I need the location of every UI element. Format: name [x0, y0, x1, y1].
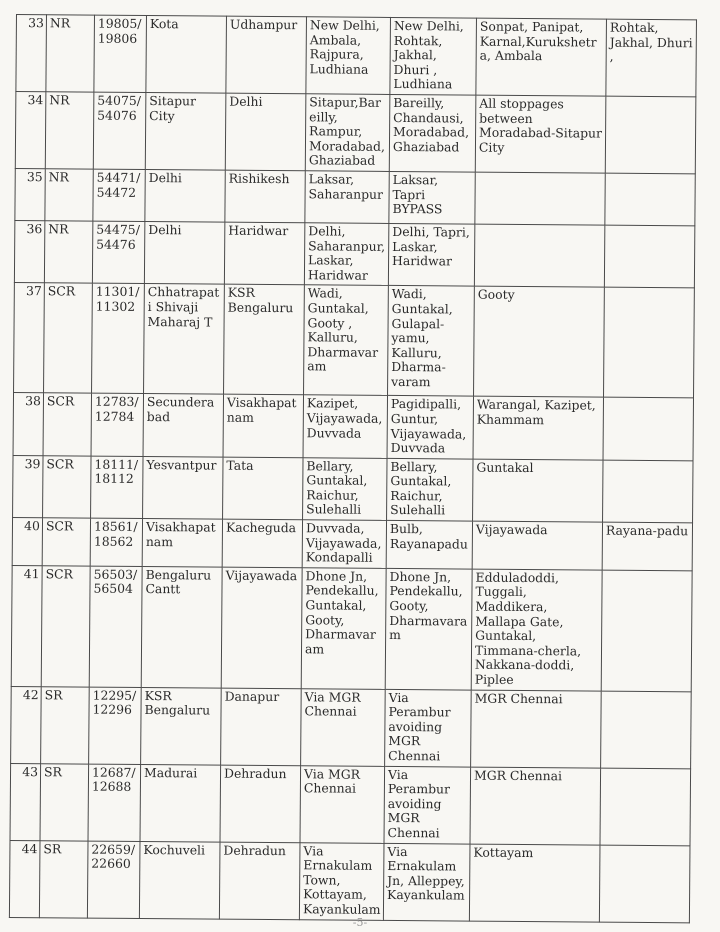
cell-rly: NR [46, 15, 95, 92]
cell-route-down: New Delhi, Rohtak, Jakhal, Dhuri , Ludhiana [390, 17, 477, 95]
cell-from: Sitapur City [145, 92, 226, 170]
cell-from: Kota [146, 16, 227, 94]
cell-halt1: MGR Chennai [470, 767, 601, 845]
cell-route-up: Via MGR Chennai [300, 765, 385, 843]
cell-halt2 [601, 691, 692, 769]
cell-rly: SCR [43, 455, 91, 518]
cell-sno: 33 [16, 15, 47, 92]
cell-train: 54475/ 54476 [92, 221, 144, 284]
cell-sno: 36 [14, 220, 44, 283]
cell-to: Dehradun [219, 842, 300, 920]
table-row [14, 283, 695, 398]
cell-sno: 40 [12, 518, 42, 566]
cell-halt2 [603, 397, 693, 460]
cell-to: Rishikesh [225, 170, 305, 223]
table-row [16, 15, 697, 97]
cell-sno: 39 [13, 455, 43, 518]
cell-sno: 43 [10, 763, 41, 840]
cell-train: 19805/ 19806 [94, 15, 147, 92]
cell-from: Chhatrapati Shivaji Maharaj T [144, 284, 225, 395]
cell-rly: SR [40, 763, 89, 840]
cell-from: Delhi [144, 221, 224, 284]
cell-sno: 38 [13, 393, 43, 456]
cell-sno: 34 [15, 91, 46, 168]
cell-route-down: Delhi, Tapri, Laskar, Haridwar [388, 223, 474, 286]
cell-train: 54471/ 54472 [93, 169, 145, 221]
cell-route-down: Via Perambur avoiding MGR Chennai [384, 766, 471, 844]
cell-sno: 35 [15, 168, 45, 220]
cell-halt1 [475, 172, 605, 225]
cell-to: Vijayawada [221, 567, 302, 688]
cell-rly: SCR [41, 566, 90, 687]
cell-to: Dehradun [220, 765, 301, 843]
table-row [15, 91, 696, 173]
cell-halt1: Vijayawada [472, 521, 602, 570]
cell-route-up: New Delhi, Ambala, Rajpura, Ludhiana [306, 17, 391, 95]
cell-rly: NR [44, 221, 92, 284]
cell-halt1: All stoppages between Moradabad-Sitapur City [475, 95, 606, 173]
cell-halt2 [604, 287, 695, 398]
table-row [10, 763, 691, 845]
cell-halt1: Warangal, Kazipet, Khammam [473, 396, 603, 459]
table-row [11, 686, 692, 768]
cell-route-down: Wadi, Guntakal, Gulapal-yamu, Kalluru, Dharma-varam [388, 286, 475, 397]
cell-sno: 44 [9, 840, 40, 917]
cell-route-up: Duvvada, Vijayawada, Kondapalli [302, 520, 386, 568]
cell-halt1: Guntakal [473, 459, 603, 522]
cell-halt2 [600, 768, 691, 846]
cell-halt1 [474, 224, 604, 287]
cell-sno: 42 [11, 686, 42, 763]
cell-rly: SCR [43, 393, 91, 456]
cell-rly: SR [41, 686, 90, 763]
cell-train: 12295/ 12296 [89, 687, 142, 764]
cell-train: 18111/ 18112 [91, 456, 143, 519]
cell-halt1: MGR Chennai [471, 690, 602, 768]
cell-rly: SR [39, 840, 88, 917]
cell-route-down: Dhone Jn, Pendekallu, Gooty, Dharmavaram [385, 568, 472, 689]
table-row [13, 455, 693, 523]
cell-halt2 [603, 460, 693, 523]
table-row [13, 393, 693, 461]
cell-train: 12687/ 12688 [88, 764, 141, 841]
cell-from: Madurai [140, 764, 221, 842]
cell-route-up: Wadi, Guntakal, Gooty , Kalluru, Dharmavaram [304, 285, 389, 396]
cell-from: Kochuveli [139, 841, 220, 919]
cell-rly: NR [45, 92, 94, 169]
page-number: -5- [352, 916, 368, 929]
cell-from: Bengaluru Cantt [141, 566, 222, 687]
cell-to: Delhi [225, 93, 306, 171]
table-row [12, 518, 692, 571]
cell-to: Haridwar [224, 222, 304, 285]
table-row [11, 565, 692, 691]
cell-to: Danapur [221, 688, 302, 766]
cell-from: Secunderabad [143, 394, 223, 457]
cell-route-up: Kazipet, Vijayawada, Duvvada [303, 395, 387, 458]
cell-halt2 [605, 96, 696, 174]
cell-halt2 [604, 225, 694, 288]
cell-route-down: Bareilly, Chandausi, Moradabad, Ghaziabad [389, 94, 476, 172]
cell-route-up: Delhi, Saharanpur, Laskar, Haridwar [304, 223, 388, 286]
cell-route-down: Bulb, Rayanapadu [386, 520, 472, 568]
cell-sno: 37 [14, 283, 45, 393]
cell-halt2 [599, 845, 690, 923]
table-row [15, 168, 695, 225]
table-row [9, 840, 690, 922]
cell-halt1: Gooty [474, 286, 605, 397]
cell-rly: NR [45, 169, 93, 221]
cell-route-up: Sitapur,Bareilly, Rampur, Moradabad, Ghaziabad [305, 94, 390, 172]
cell-route-up: Via Ernakulam Town, Kottayam, Kayankulam [299, 842, 384, 920]
cell-train: 22659/ 22660 [87, 841, 140, 918]
cell-to: Visakhapatnam [223, 394, 303, 457]
cell-halt2 [601, 570, 692, 691]
cell-route-up: Dhone Jn, Pendekallu, Guntakal, Gooty, Dharmavaram [301, 568, 386, 689]
cell-halt2 [605, 173, 695, 226]
cell-from: KSR Bengaluru [141, 687, 222, 765]
cell-from: Delhi [145, 169, 225, 222]
cell-from: Yesvantpur [143, 456, 223, 519]
cell-train: 54075/ 54076 [93, 92, 146, 169]
cell-route-up: Laksar, Saharanpur [305, 171, 389, 224]
cell-route-up: Via MGR Chennai [301, 688, 386, 766]
cell-halt2: Rohtak, Jakhal, Dhuri , [606, 19, 697, 97]
train-route-table [9, 14, 697, 923]
cell-train: 12783/ 12784 [91, 393, 143, 456]
cell-train: 11301/ 11302 [92, 283, 145, 393]
cell-route-down: Laksar, Tapri BYPASS [389, 171, 475, 224]
cell-halt1: Edduladoddi, Tuggali, Maddikera, Mallapa Gate, Guntakal, Timmana-cherla, Nakkana-doddi, Piplee [471, 569, 602, 691]
cell-train: 18561/ 18562 [90, 518, 142, 566]
cell-train: 56503/ 56504 [89, 566, 142, 687]
cell-to: Udhampur [226, 16, 307, 94]
cell-rly: SCR [42, 518, 90, 566]
cell-to: Tata [223, 457, 303, 520]
cell-route-down: Pagidipalli, Guntur, Vijayawada, Duvvada [387, 396, 473, 459]
cell-route-up: Bellary, Guntakal, Raichur, Sulehalli [303, 457, 387, 520]
cell-to: KSR Bengaluru [224, 284, 305, 395]
cell-to: Kacheguda [222, 519, 302, 567]
cell-from: Visakhapatnam [142, 519, 222, 567]
table-row [14, 220, 694, 288]
cell-halt1: Kottayam [469, 844, 600, 922]
cell-halt1: Sonpat, Panipat, Karnal,Kurukshetra, Ambala [476, 18, 607, 96]
cell-rly: SCR [44, 283, 93, 393]
cell-route-down: Via Ernakulam Jn, Alleppey, Kayankulam [383, 843, 470, 921]
cell-route-down: Bellary, Guntakal, Raichur, Sulehalli [387, 458, 473, 521]
cell-route-down: Via Perambur avoiding MGR Chennai [385, 689, 472, 767]
cell-sno: 41 [11, 565, 42, 686]
cell-halt2: Rayana-padu [602, 522, 692, 570]
